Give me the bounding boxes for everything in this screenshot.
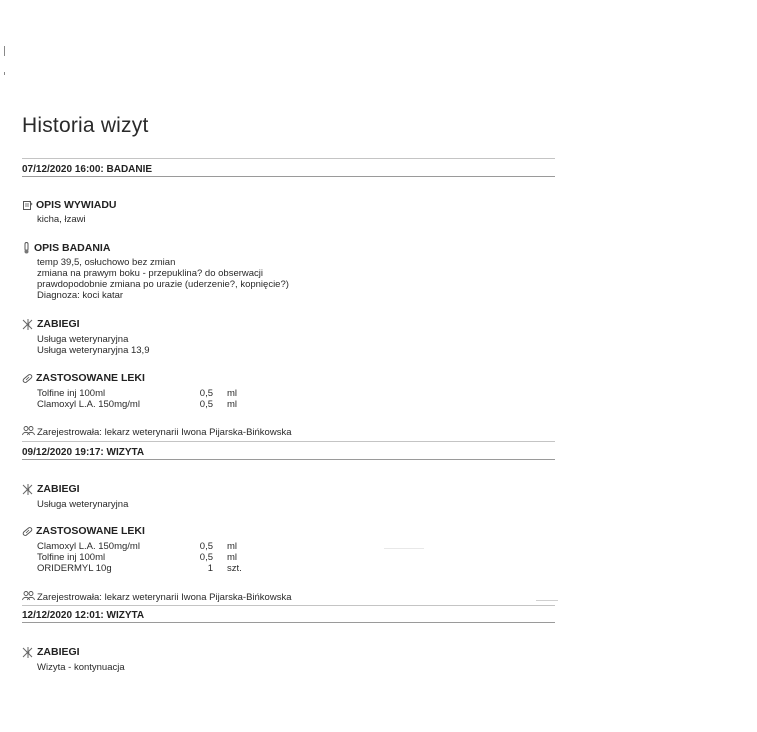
page-title: Historia wizyt xyxy=(22,114,149,137)
text-line: kicha, łzawi xyxy=(37,214,86,225)
visit-header: 09/12/2020 19:17: WIZYTA xyxy=(22,447,145,458)
section-text-zabiegi xyxy=(37,334,149,356)
pill-icon xyxy=(22,526,33,537)
notes-icon xyxy=(22,200,33,211)
users-icon xyxy=(22,425,35,439)
section-text-zabiegi xyxy=(37,499,128,510)
drug-quantity: 1 xyxy=(207,563,213,574)
scan-smudge xyxy=(536,600,558,601)
drug-quantity: 0,5 xyxy=(199,552,213,563)
text-line: Usługa weterynaryjna xyxy=(37,334,129,345)
drug-unit: ml xyxy=(227,388,238,399)
drug-name: Tolfine inj 100ml xyxy=(37,552,106,563)
text-line: Diagnoza: koci katar xyxy=(37,290,124,301)
drug-row xyxy=(37,399,267,410)
scan-edge-mark xyxy=(4,46,5,56)
section-title-zabiegi: ZABIEGI xyxy=(22,646,80,658)
drug-name: ORIDERMYL 10g xyxy=(37,563,112,574)
drug-table xyxy=(37,541,267,574)
drug-name: Clamoxyl L.A. 150mg/ml xyxy=(37,541,140,552)
section-text-wywiad xyxy=(37,214,86,225)
drug-row xyxy=(37,563,267,574)
section-text-badanie xyxy=(37,257,289,301)
section-title-badanie: OPIS BADANIA xyxy=(22,242,110,254)
drug-unit: ml xyxy=(227,552,238,563)
procedure-icon xyxy=(22,484,34,495)
procedure-icon xyxy=(22,647,34,658)
visit-header-rule xyxy=(22,176,555,177)
drug-unit: ml xyxy=(227,541,238,552)
visit-top-rule xyxy=(22,441,555,442)
text-line: temp 39,5, osłuchowo bez zmian xyxy=(37,257,176,268)
text-line: Usługa weterynaryjna 13,9 xyxy=(37,345,150,356)
drug-name: Clamoxyl L.A. 150mg/ml xyxy=(37,399,140,410)
visit-top-rule xyxy=(22,605,555,606)
text-line: zmiana na prawym boku - przepuklina? do obserwacji xyxy=(37,268,264,279)
visit-top-rule xyxy=(22,158,555,159)
scan-edge-mark xyxy=(4,72,5,75)
procedure-icon xyxy=(22,319,34,330)
registered-by: Zarejestrowała: lekarz weterynarii Iwona Pijarska-Bińkowska xyxy=(22,425,291,439)
section-title-zabiegi: ZABIEGI xyxy=(22,483,80,495)
visit-header: 12/12/2020 12:01: WIZYTA xyxy=(22,610,145,621)
drug-unit: szt. xyxy=(227,563,242,574)
registered-by: Zarejestrowała: lekarz weterynarii Iwona Pijarska-Bińkowska xyxy=(22,590,291,604)
section-text-zabiegi xyxy=(37,662,125,673)
section-title-leki: ZASTOSOWANE LEKI xyxy=(22,372,145,384)
section-title-zabiegi: ZABIEGI xyxy=(22,318,80,330)
text-line: Usługa weterynaryjna xyxy=(37,499,129,510)
pill-icon xyxy=(22,373,33,384)
users-icon xyxy=(22,590,35,604)
drug-quantity: 0,5 xyxy=(199,399,213,410)
drug-quantity: 0,5 xyxy=(199,541,213,552)
drug-name: Tolfine inj 100ml xyxy=(37,388,106,399)
text-line: prawdopodobnie zmiana po urazie (uderzenie?, kopnięcie?) xyxy=(37,279,289,290)
drug-row xyxy=(37,388,267,399)
visit-header: 07/12/2020 16:00: BADANIE xyxy=(22,164,153,175)
thermometer-icon xyxy=(22,242,31,254)
scan-smudge xyxy=(384,548,424,549)
drug-row xyxy=(37,541,267,552)
drug-unit: ml xyxy=(227,399,238,410)
visit-header-rule xyxy=(22,459,555,460)
section-title-wywiad: OPIS WYWIADU xyxy=(22,199,117,211)
section-title-leki: ZASTOSOWANE LEKI xyxy=(22,525,145,537)
text-line: Wizyta - kontynuacja xyxy=(37,662,125,673)
drug-row xyxy=(37,552,267,563)
drug-table xyxy=(37,388,267,410)
visit-header-rule xyxy=(22,622,555,623)
drug-quantity: 0,5 xyxy=(199,388,213,399)
